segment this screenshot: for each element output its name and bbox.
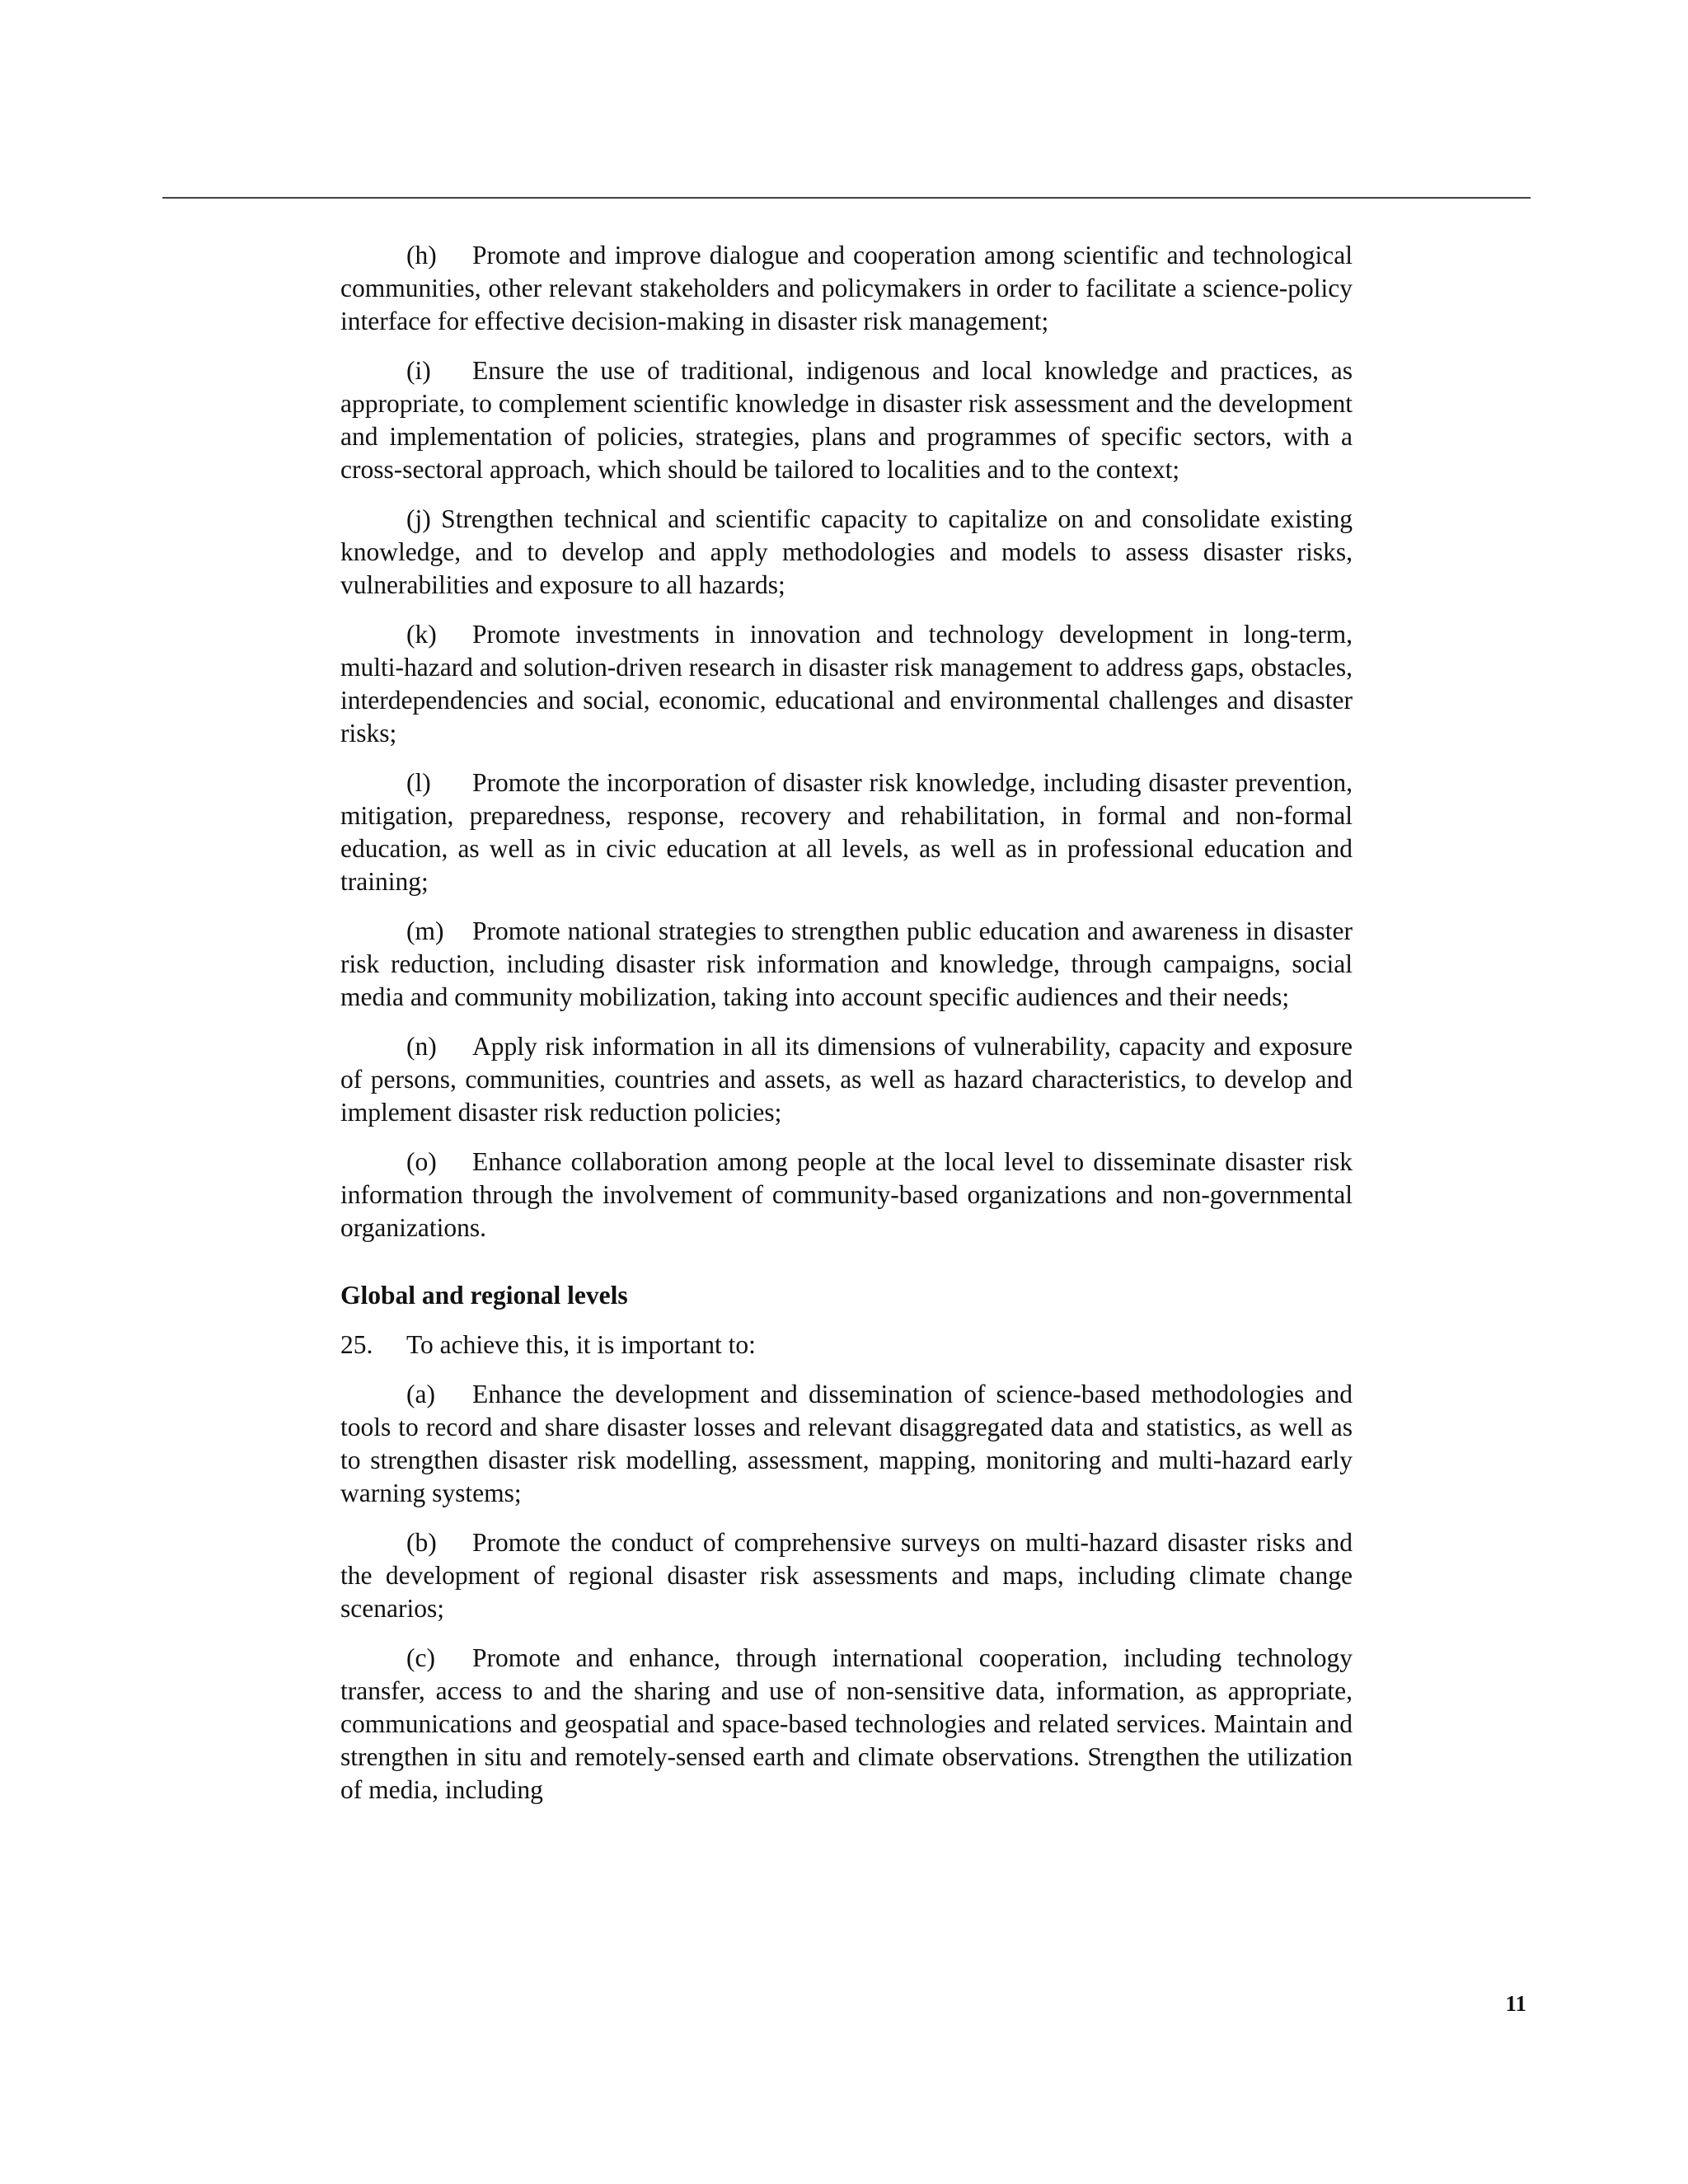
paragraph-text: Promote the incorporation of disaster risk knowledge, including disaster prevention, mitigation, preparedness, response, recovery and rehabilitation, in formal and non-formal education, as well as in civic education at all levels, as well as in professional education and training; bbox=[340, 768, 1353, 896]
paragraph-m bbox=[340, 915, 1353, 1014]
paragraph-label: (m) bbox=[406, 916, 444, 945]
paragraph-label: (i) bbox=[406, 356, 431, 385]
paragraph-label: (c) bbox=[406, 1643, 435, 1672]
paragraph-k bbox=[340, 618, 1353, 750]
paragraph-number: 25. bbox=[340, 1330, 373, 1359]
paragraph-label: (b) bbox=[406, 1528, 437, 1557]
paragraph-c bbox=[340, 1642, 1353, 1807]
section-heading: Global and regional levels bbox=[340, 1281, 628, 1310]
paragraph-text: Ensure the use of traditional, indigenous and local knowledge and practices, as appropriate, to complement scientific knowledge in disaster risk assessment and the development and implementation of policies, strategies, plans and programmes of specific sectors, with a cross-sectoral approach, which should be tailored to localities and to the context; bbox=[340, 356, 1353, 484]
paragraph-h bbox=[340, 239, 1353, 338]
paragraph-text: Promote and improve dialogue and cooperation among scientific and technological communities, other relevant stakeholders and policymakers in order to facilitate a science-policy interface for effective decision-making in disaster risk management; bbox=[340, 241, 1353, 335]
paragraph-b bbox=[340, 1526, 1353, 1625]
paragraph-label: (n) bbox=[406, 1032, 437, 1061]
paragraph-a bbox=[340, 1378, 1353, 1510]
paragraph-text: (j) Strengthen technical and scientific capacity to capitalize on and consolidate existing knowledge, and to develop and apply methodologies and models to assess disaster risks, vulnerabilities and exposure to all hazards; bbox=[340, 504, 1353, 599]
paragraph-o bbox=[340, 1146, 1353, 1244]
paragraph-label: (k) bbox=[406, 620, 437, 649]
paragraph-n bbox=[340, 1030, 1353, 1129]
paragraph-l bbox=[340, 766, 1353, 898]
paragraph-label: (l) bbox=[406, 768, 431, 797]
paragraph-text: Apply risk information in all its dimensions of vulnerability, capacity and exposure of persons, communities, countries and assets, as well as hazard characteristics, to develop and implement disaster risk reduction policies; bbox=[340, 1032, 1353, 1127]
paragraph-text: Promote and enhance, through international cooperation, including technology transfer, access to and the sharing and use of non-sensitive data, information, as appropriate, communications and geospatial and space-based technologies and related services. Maintain and strengthen in situ and remotely-sensed earth and climate observations. Strengthen the utilization of media, including bbox=[340, 1643, 1353, 1804]
numbered-paragraph bbox=[340, 1329, 1353, 1361]
paragraph-text: Enhance collaboration among people at the local level to disseminate disaster risk information through the involvement of community-based organizations and non-governmental organizations. bbox=[340, 1147, 1353, 1242]
paragraph-text: Enhance the development and dissemination of science-based methodologies and tools to record and share disaster losses and relevant disaggregated data and statistics, as well as to strengthen disaster risk modelling, assessment, mapping, monitoring and multi-hazard early warning systems; bbox=[340, 1380, 1353, 1507]
paragraph-text: Promote national strategies to strengthen public education and awareness in disaster risk reduction, including disaster risk information and knowledge, through campaigns, social media and community mobilization, taking into account specific audiences and their needs; bbox=[340, 916, 1353, 1011]
paragraph-j bbox=[340, 503, 1353, 602]
header-rule bbox=[162, 197, 1531, 199]
page-number: 11 bbox=[1505, 1991, 1526, 2016]
paragraph-i bbox=[340, 354, 1353, 486]
paragraph-label: (o) bbox=[406, 1147, 437, 1176]
paragraph-text: Promote investments in innovation and technology development in long-term, multi-hazard and solution-driven research in disaster risk management to address gaps, obstacles, interdependencies and social, economic, educational and environmental challenges and disaster risks; bbox=[340, 620, 1353, 748]
paragraph-text: To achieve this, it is important to: bbox=[406, 1330, 756, 1359]
paragraph-label: (a) bbox=[406, 1380, 435, 1408]
paragraph-text: Promote the conduct of comprehensive surveys on multi-hazard disaster risks and the development of regional disaster risk assessments and maps, including climate change scenarios; bbox=[340, 1528, 1353, 1623]
paragraph-label: (h) bbox=[406, 241, 437, 269]
document-body bbox=[340, 239, 1353, 1823]
